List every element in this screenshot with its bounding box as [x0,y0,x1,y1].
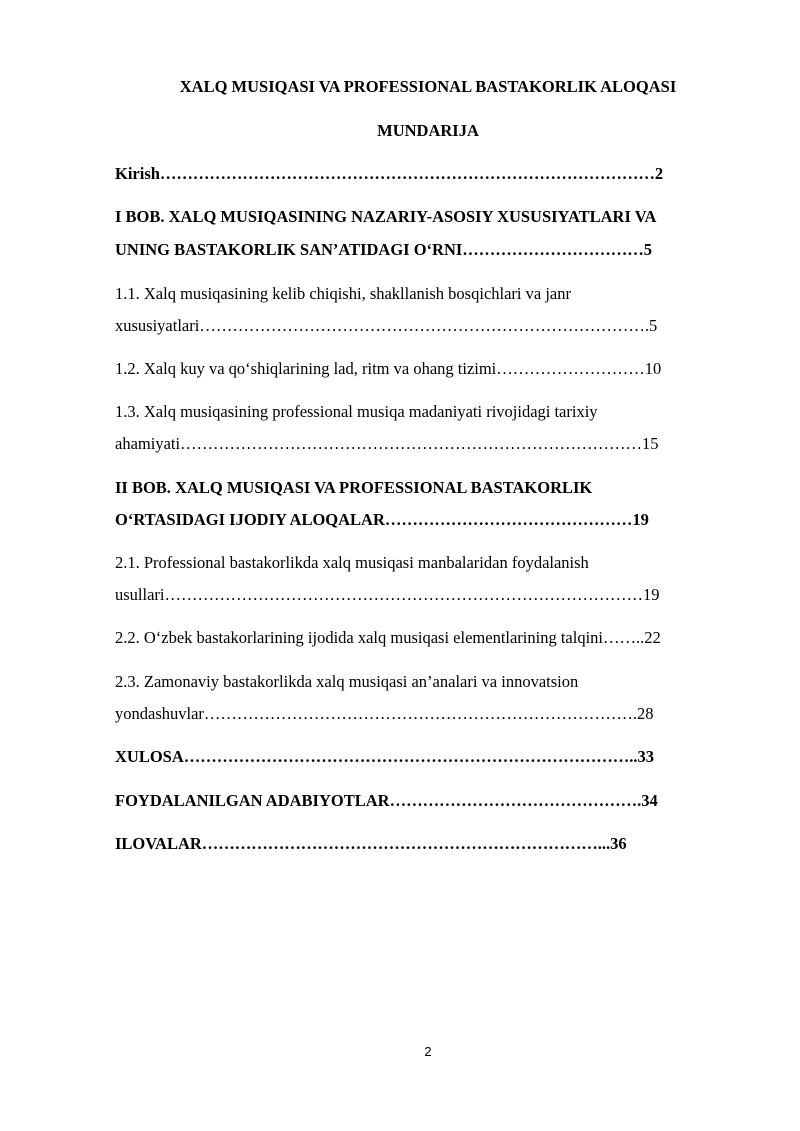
toc-entry-chapter-1-line-2: UNING BASTAKORLIK SAN’ATIDAGI O‘RNI……………………………5 [115,240,653,259]
toc-entry-xulosa: XULOSA………………………………………………………………………..33 [115,747,655,766]
toc-entry-2-1-line-1: 2.1. Professional bastakorlikda xalq musiqasi manbalaridan foydalanish [115,553,589,572]
toc-entry-kirish: Kirish………………………………………………………………………………2 [115,164,664,183]
toc-entry-ilovalar: ILOVALAR………………………………………………………………...36 [115,834,627,853]
toc-entry-1-1-line-1: 1.1. Xalq musiqasining kelib chiqishi, shakllanish bosqichlari va janr [115,284,571,303]
toc-entry-adabiyotlar: FOYDALANILGAN ADABIYOTLAR……………………………………….34 [115,791,658,810]
toc-entry-1-1-line-2: xususiyatlari……………………………………………………………………….5 [115,316,658,335]
toc-entry-2-1-line-2: usullari……………………………………………………………………………19 [115,585,660,604]
page-number: 2 [424,1044,432,1059]
toc-entry-chapter-2-line-2: O‘RTASIDAGI IJODIY ALOQALAR………………………………………19 [115,510,649,529]
toc-entry-1-3-line-1: 1.3. Xalq musiqasining professional musiqa madaniyati rivojidagi tarixiy [115,402,598,421]
toc-entry-1-3-line-2: ahamiyati…………………………………………………………………………15 [115,434,659,453]
toc-entry-chapter-1-line-1: I BOB. XALQ MUSIQASINING NAZARIY-ASOSIY XUSUSIYATLARI VA [115,207,657,226]
toc-entry-1-2: 1.2. Xalq kuy va qo‘shiqlarining lad, ritm va ohang tizimi………………………10 [115,359,662,378]
toc-entry-2-2: 2.2. O‘zbek bastakorlarining ijodida xalq musiqasi elementlarining talqini……..22 [115,628,661,647]
toc-entry-2-3-line-1: 2.3. Zamonaviy bastakorlikda xalq musiqasi an’analari va innovatsion [115,672,579,691]
toc-entry-chapter-2-line-1: II BOB. XALQ MUSIQASI VA PROFESSIONAL BASTAKORLIK [115,478,593,497]
toc-entry-2-3-line-2: yondashuvlar…………………………………………………………………….28 [115,704,654,723]
document-title: XALQ MUSIQASI VA PROFESSIONAL BASTAKORLIK ALOQASI [179,77,677,96]
toc-heading: MUNDARIJA [377,121,479,140]
